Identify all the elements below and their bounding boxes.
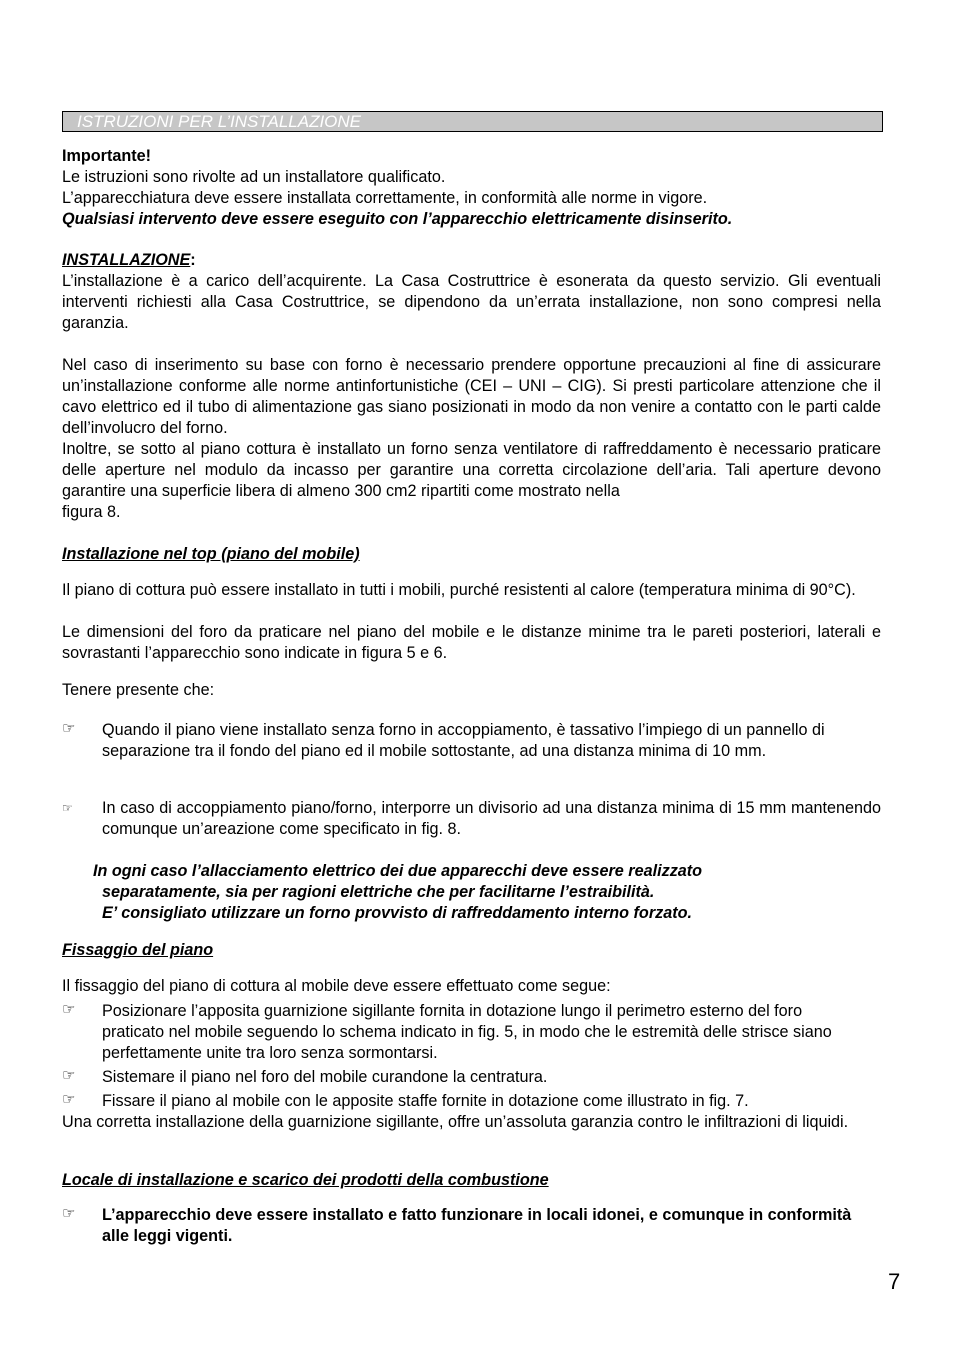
fissaggio-closing: Una corretta installazione della guarnizione sigillante, offre un’assoluta garanzia contro le infiltrazioni di liquidi. — [62, 1113, 849, 1131]
section-header-title: ISTRUZIONI PER L’INSTALLAZIONE — [77, 112, 362, 131]
installazione-paragraph-1: L’installazione è a carico dell’acquirente. La Casa Costruttrice è esonerata da questo servizio. Gli eventuali interventi richiesti alla Casa Costruttrice, se dipendono da un’errata installazione, non sono compresi nella garanzia. — [62, 272, 881, 332]
hand-pointing-right-icon: ☞ — [62, 720, 76, 737]
hand-pointing-right-icon: ☞ — [62, 1001, 76, 1018]
installazione-heading-text: INSTALLAZIONE — [62, 251, 191, 269]
hand-pointing-right-icon: ☞ — [62, 1067, 76, 1084]
installazione-heading-colon: : — [190, 251, 196, 269]
top-bullet-2: In caso di accoppiamento piano/forno, interporre un divisorio ad una distanza minima di 15 mm mantenendo comunque un’areazione come specificato in fig. 8. — [102, 799, 881, 838]
hand-pointing-right-icon: ☞ — [62, 801, 73, 815]
section-header-bar — [62, 111, 883, 132]
top-emphasis-2: separatamente, sia per ragioni elettriche che per facilitarne l’estraibilità. — [102, 883, 655, 901]
page-number: 7 — [888, 1269, 901, 1294]
top-heading: Installazione nel top (piano del mobile) — [62, 545, 360, 563]
hand-pointing-right-icon: ☞ — [62, 1091, 76, 1108]
fissaggio-heading: Fissaggio del piano — [62, 941, 214, 959]
top-emphasis-1: In ogni caso l’allacciamento elettrico dei due apparecchi deve essere realizzato — [93, 862, 703, 880]
important-line-1: Le istruzioni sono rivolte ad un installatore qualificato. — [62, 168, 446, 186]
fissaggio-step-3: Fissare il piano al mobile con le apposite staffe fornite in dotazione come illustrato in fig. 7. — [102, 1092, 749, 1110]
top-bullet-1: Quando il piano viene installato senza forno in accoppiamento, è tassativo l’impiego di un pannello di separazione tra il fondo del piano ed il mobile sottostante, ad una distanza minima di 10 mm. — [102, 721, 825, 760]
installazione-paragraph-3-end: figura 8. — [62, 503, 121, 521]
fissaggio-step-2: Sistemare il piano nel foro del mobile curandone la centratura. — [102, 1068, 548, 1086]
important-title: Importante! — [62, 147, 152, 165]
installazione-paragraph-3: Inoltre, se sotto al piano cottura è installato un forno senza ventilatore di raffreddamento è necessario praticare delle aperture nel modulo da incasso per garantire una corretta circolazione dell’aria. Tali aperture devono garantire una superficie libera di almeno 300 cm2 ripartiti come mostrato nella — [62, 440, 881, 500]
installazione-heading — [62, 250, 881, 271]
top-paragraph-2: Le dimensioni del foro da praticare nel piano del mobile e le distanze minime tra le pareti posteriori, laterali e sovrastanti l’apparecchio sono indicate in figura 5 e 6. — [62, 623, 881, 662]
important-warning: Qualsiasi intervento deve essere eseguito con l’apparecchio elettricamente disinserito. — [62, 210, 733, 228]
important-block — [62, 146, 881, 230]
installazione-paragraph-2: Nel caso di inserimento su base con forno è necessario prendere opportune precauzioni al fine di assicurare un’installazione conforme alle norme antinfortunistiche (CEI – UNI – CIG). Si presti particolare attenzione che il cavo elettrico ed il tubo di alimentazione gas siano posizionati in modo da non venire a contatto con le parti calde dell’involucro del forno. — [62, 356, 881, 437]
locale-heading: Locale di installazione e scarico dei prodotti della combustione — [62, 1171, 549, 1189]
top-paragraph-1: Il piano di cottura può essere installato in tutti i mobili, purché resistenti al calore (temperatura minima di 90°C). — [62, 581, 856, 599]
fissaggio-intro: Il fissaggio del piano di cottura al mobile deve essere effettuato come segue: — [62, 977, 611, 995]
important-line-2: L’apparecchiatura deve essere installata correttamente, in conformità alle norme in vigore. — [62, 189, 708, 207]
top-note-intro: Tenere presente che: — [62, 681, 215, 699]
hand-pointing-right-icon: ☞ — [62, 1205, 76, 1222]
fissaggio-step-1: Posizionare l’apposita guarnizione sigillante fornita in dotazione lungo il perimetro esterno del foro praticato nel mobile seguendo lo schema indicato in fig. 5, in modo che le estremità delle strisce siano perfettamente unite tra loro senza sormontarsi. — [102, 1002, 832, 1062]
top-emphasis-3: E’ consigliato utilizzare un forno provvisto di raffreddamento interno forzato. — [102, 904, 692, 922]
locale-bullet-1: L’apparecchio deve essere installato e fatto funzionare in locali idonei, e comunque in conformità alle leggi vigenti. — [102, 1206, 852, 1245]
